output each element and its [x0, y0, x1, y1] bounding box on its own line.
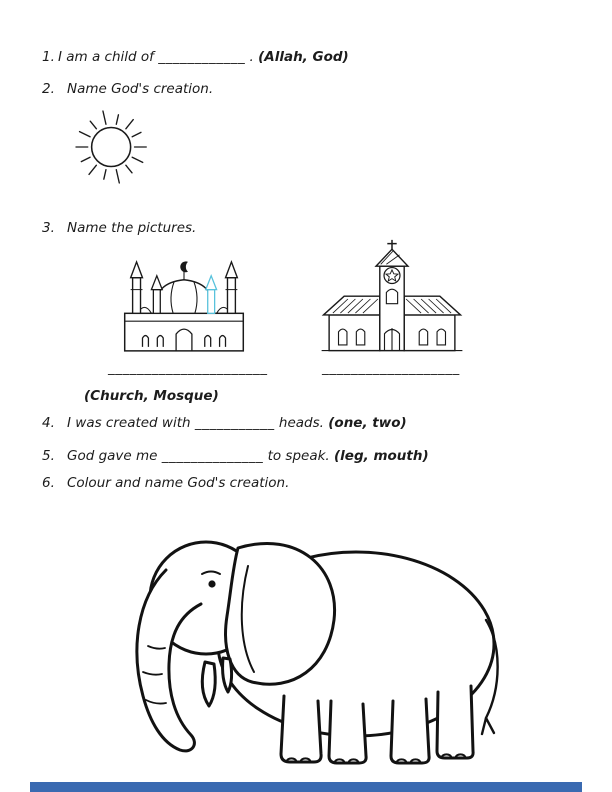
- question-1-blank: ____________: [158, 49, 246, 65]
- question-6-text: Colour and name God's creation.: [67, 475, 290, 491]
- question-1: [42, 49, 349, 66]
- question-2-text: Name God's creation.: [67, 81, 214, 97]
- question-1-punct: .: [249, 49, 254, 65]
- question-4-text-after: heads.: [278, 415, 324, 431]
- question-6: [42, 475, 289, 492]
- question-1-number: 1.: [42, 49, 55, 65]
- church-name-blank-line: ___________________: [322, 360, 460, 376]
- bottom-accent-bar: [30, 782, 582, 792]
- question-3-number: 3.: [42, 220, 55, 236]
- church-illustration: [310, 238, 474, 360]
- question-4-text: I was created with: [67, 415, 191, 431]
- mosque-illustration: [100, 236, 268, 360]
- question-6-number: 6.: [42, 475, 55, 491]
- question-5-text: God gave me: [67, 448, 158, 464]
- mosque-icon: [100, 236, 268, 360]
- question-1-answer: (Allah, God): [258, 49, 349, 65]
- question-5-answer: (leg, mouth): [334, 448, 429, 464]
- question-3-text: Name the pictures.: [67, 220, 197, 236]
- question-3: [42, 220, 196, 237]
- sun-icon: [66, 108, 166, 186]
- question-1-text: I am a child of: [58, 49, 154, 65]
- highlighted-minaret: [206, 276, 217, 314]
- question-5-number: 5.: [42, 448, 55, 464]
- question-4-number: 4.: [42, 415, 55, 431]
- question-4: [42, 415, 407, 432]
- elephant-illustration: [88, 496, 513, 776]
- question-2-number: 2.: [42, 81, 55, 97]
- church-icon: [310, 238, 474, 360]
- mosque-name-blank-line: ______________________: [108, 360, 268, 376]
- elephant-icon: [88, 496, 513, 776]
- question-5-blank: ______________: [161, 448, 264, 464]
- question-3-answer: (Church, Mosque): [84, 388, 219, 404]
- question-2: [42, 81, 213, 98]
- question-5: [42, 448, 429, 465]
- sun-illustration: [66, 108, 166, 186]
- question-5-text-after: to speak.: [267, 448, 330, 464]
- question-4-answer: (one, two): [328, 415, 407, 431]
- question-4-blank: ___________: [194, 415, 275, 431]
